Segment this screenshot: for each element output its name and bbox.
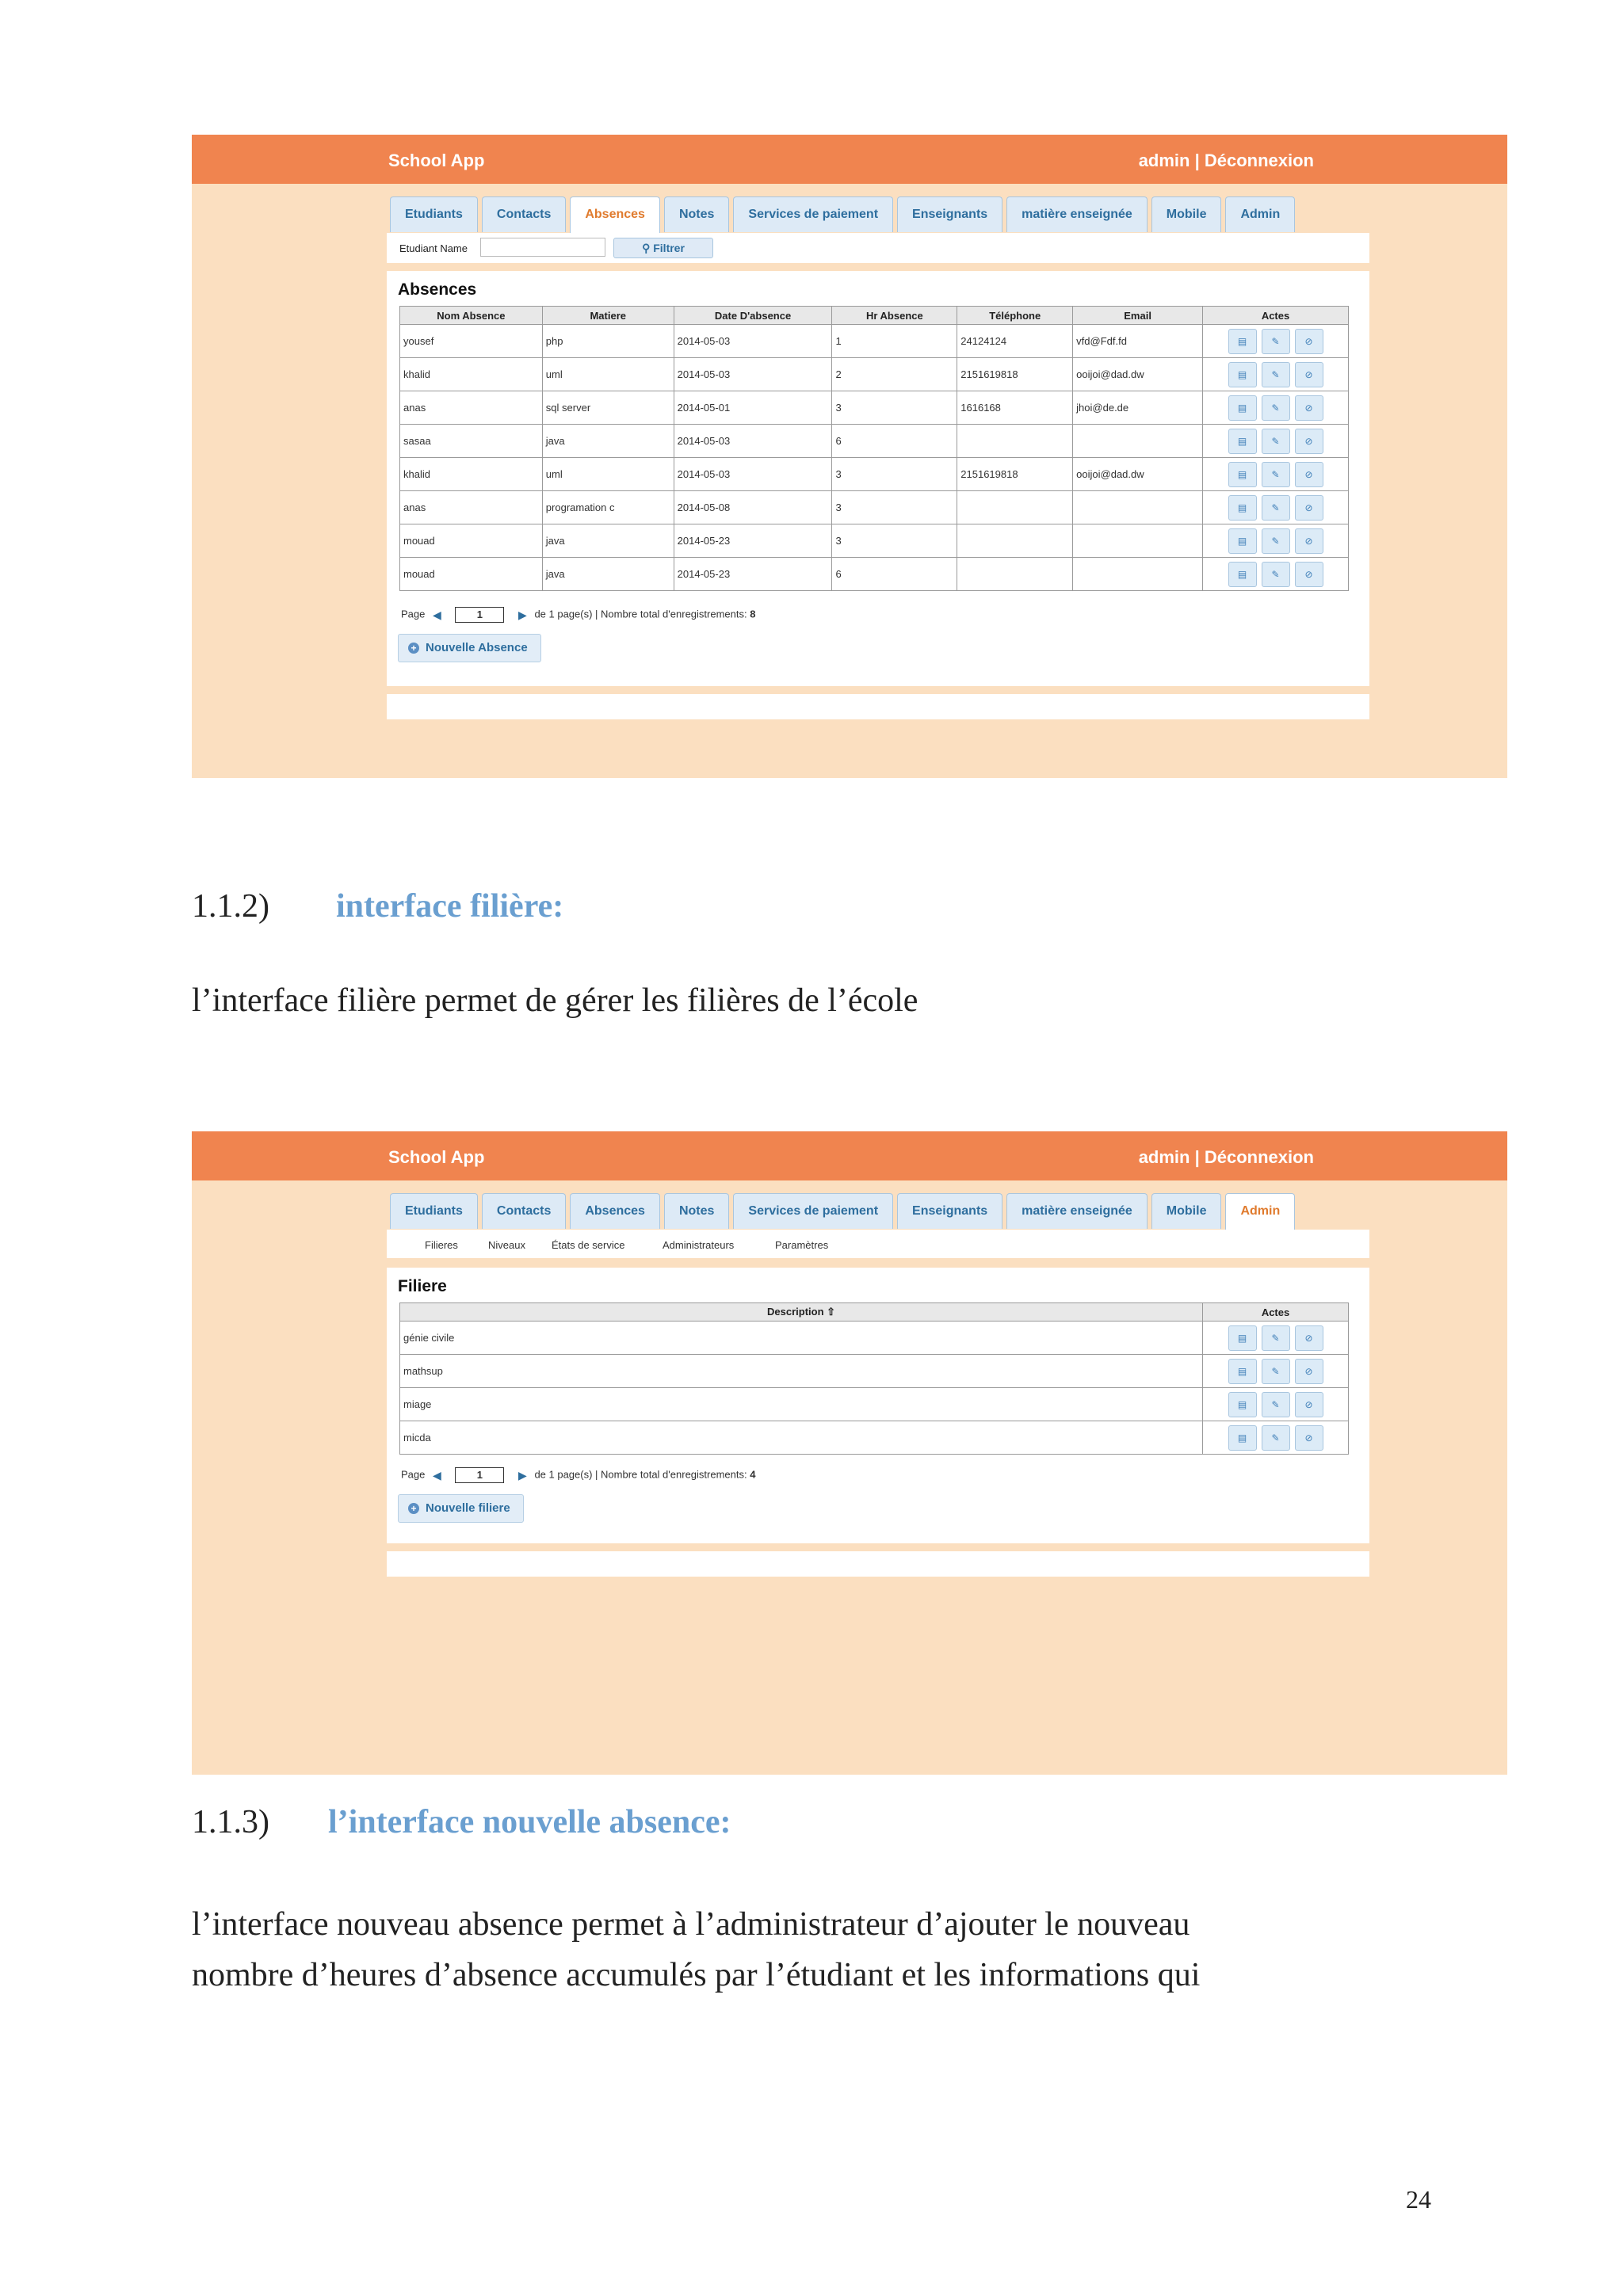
table-cell: ooijoi@dad.dw xyxy=(1073,358,1203,391)
table-cell: 1 xyxy=(832,325,957,358)
app-header xyxy=(192,1131,1507,1180)
filiere-panel xyxy=(387,1268,1369,1543)
page-info: de 1 page(s) | Nombre total d'enregistrements: xyxy=(534,608,747,620)
view-icon[interactable]: ▤ xyxy=(1228,429,1257,454)
row-actions xyxy=(1206,462,1345,487)
row-actions xyxy=(1206,429,1345,454)
delete-icon[interactable]: ⊘ xyxy=(1295,395,1323,421)
row-actions xyxy=(1206,329,1345,354)
table-row xyxy=(400,524,1349,558)
table-row xyxy=(400,325,1349,358)
new-filiere-label: Nouvelle filiere xyxy=(426,1501,510,1515)
column-header: Email xyxy=(1073,307,1203,325)
tab-services-de-paiement[interactable]: Services de paiement xyxy=(733,196,893,232)
page-info: de 1 page(s) | Nombre total d'enregistrements: xyxy=(534,1468,747,1481)
edit-icon[interactable]: ✎ xyxy=(1262,362,1290,387)
edit-icon[interactable]: ✎ xyxy=(1262,329,1290,354)
view-icon[interactable]: ▤ xyxy=(1228,1392,1257,1417)
table-cell: 1616168 xyxy=(957,391,1073,425)
pagination xyxy=(401,1467,755,1483)
table-cell: mathsup xyxy=(400,1355,1203,1388)
delete-icon[interactable]: ⊘ xyxy=(1295,1359,1323,1384)
plus-icon: + xyxy=(408,643,419,654)
table-cell: ooijoi@dad.dw xyxy=(1073,458,1203,491)
actions-cell xyxy=(1203,1388,1349,1421)
subnav-parametres[interactable]: Paramètres xyxy=(775,1239,829,1251)
next-page-icon[interactable]: ▶ xyxy=(518,1468,527,1482)
edit-icon[interactable]: ✎ xyxy=(1262,1359,1290,1384)
page-label: Page xyxy=(401,1468,426,1481)
table-cell: programation c xyxy=(542,491,674,524)
tab-admin[interactable]: Admin xyxy=(1225,196,1295,232)
actions-cell xyxy=(1203,425,1349,458)
total-records: 4 xyxy=(750,1468,756,1481)
table-cell: 3 xyxy=(832,491,957,524)
table-cell: 2014-05-01 xyxy=(674,391,832,425)
actions-cell xyxy=(1203,358,1349,391)
subnav-etats-de-service[interactable]: États de service xyxy=(552,1239,625,1251)
table-cell xyxy=(957,558,1073,591)
column-header: Téléphone xyxy=(957,307,1073,325)
actions-cell xyxy=(1203,1322,1349,1355)
section-paragraph-line-2: nombre d’heures d’absence accumulés par l’étudiant et les informations qui xyxy=(192,1957,1201,1993)
table-cell xyxy=(957,491,1073,524)
row-actions xyxy=(1206,1425,1345,1451)
delete-icon[interactable]: ⊘ xyxy=(1295,495,1323,521)
table-cell: 2014-05-03 xyxy=(674,325,832,358)
table-cell: yousef xyxy=(400,325,543,358)
section-paragraph-line-1: l’interface nouveau absence permet à l’administrateur d’ajouter le nouveau xyxy=(192,1906,1190,1943)
table-cell xyxy=(957,425,1073,458)
actions-cell xyxy=(1203,491,1349,524)
table-cell: miage xyxy=(400,1388,1203,1421)
table-cell: java xyxy=(542,425,674,458)
table-row xyxy=(400,1322,1349,1355)
tab-matiere-enseignee[interactable]: matière enseignée xyxy=(1006,1193,1148,1229)
total-records: 8 xyxy=(750,608,756,620)
table-cell: 24124124 xyxy=(957,325,1073,358)
panel-title: Absences xyxy=(398,280,477,299)
table-cell xyxy=(1073,491,1203,524)
table-cell xyxy=(1073,524,1203,558)
view-icon[interactable]: ▤ xyxy=(1228,395,1257,421)
edit-icon[interactable]: ✎ xyxy=(1262,1392,1290,1417)
logout-link[interactable]: admin | Déconnexion xyxy=(1138,1147,1314,1167)
delete-icon[interactable]: ⊘ xyxy=(1295,362,1323,387)
app-title: School App xyxy=(388,151,485,170)
delete-icon[interactable]: ⊘ xyxy=(1295,462,1323,487)
table-cell: uml xyxy=(542,358,674,391)
view-icon[interactable]: ▤ xyxy=(1228,1325,1257,1351)
section-heading-1-1-2 xyxy=(192,887,563,925)
table-cell: anas xyxy=(400,391,543,425)
table-cell: 2014-05-08 xyxy=(674,491,832,524)
student-name-input[interactable] xyxy=(480,238,605,257)
row-actions xyxy=(1206,562,1345,587)
main-tabs xyxy=(390,1193,1299,1230)
page-input[interactable]: 1 xyxy=(455,607,504,623)
row-actions xyxy=(1206,1325,1345,1351)
filter-bar xyxy=(387,233,1369,263)
table-cell: sql server xyxy=(542,391,674,425)
table-cell: 6 xyxy=(832,558,957,591)
tab-contacts[interactable]: Contacts xyxy=(482,1193,566,1229)
table-row xyxy=(400,391,1349,425)
app-title: School App xyxy=(388,1147,485,1167)
table-cell: khalid xyxy=(400,358,543,391)
tab-absences[interactable]: Absences xyxy=(570,1193,660,1229)
table-cell: java xyxy=(542,524,674,558)
edit-icon[interactable]: ✎ xyxy=(1262,395,1290,421)
delete-icon[interactable]: ⊘ xyxy=(1295,329,1323,354)
table-cell: 2014-05-23 xyxy=(674,524,832,558)
page-input[interactable]: 1 xyxy=(455,1467,504,1483)
table-row xyxy=(400,458,1349,491)
edit-icon[interactable]: ✎ xyxy=(1262,429,1290,454)
actions-cell xyxy=(1203,325,1349,358)
footer-bar xyxy=(387,1551,1369,1577)
page-number: 24 xyxy=(1406,2185,1431,2214)
row-actions xyxy=(1206,495,1345,521)
absences-table xyxy=(399,306,1349,591)
filter-button[interactable] xyxy=(613,238,713,258)
absences-panel xyxy=(387,271,1369,686)
tab-services-de-paiement[interactable]: Services de paiement xyxy=(733,1193,893,1229)
table-row xyxy=(400,1355,1349,1388)
view-icon[interactable]: ▤ xyxy=(1228,528,1257,554)
table-cell: php xyxy=(542,325,674,358)
table-cell: 2014-05-23 xyxy=(674,558,832,591)
table-cell: génie civile xyxy=(400,1322,1203,1355)
section-number: 1.1.2) xyxy=(192,888,269,925)
view-icon[interactable]: ▤ xyxy=(1228,329,1257,354)
table-cell: 2151619818 xyxy=(957,358,1073,391)
delete-icon[interactable]: ⊘ xyxy=(1295,1392,1323,1417)
absences-screenshot xyxy=(192,135,1507,778)
table-cell: 2014-05-03 xyxy=(674,458,832,491)
pagination xyxy=(401,607,755,623)
edit-icon[interactable]: ✎ xyxy=(1262,462,1290,487)
logout-link[interactable]: admin | Déconnexion xyxy=(1138,151,1314,170)
view-icon[interactable]: ▤ xyxy=(1228,362,1257,387)
tab-matiere-enseignee[interactable]: matière enseignée xyxy=(1006,196,1148,232)
table-cell: 2014-05-03 xyxy=(674,425,832,458)
table-cell: mouad xyxy=(400,558,543,591)
view-icon[interactable]: ▤ xyxy=(1228,495,1257,521)
admin-subnav xyxy=(387,1230,1369,1258)
tab-notes[interactable]: Notes xyxy=(664,196,729,232)
table-cell: 3 xyxy=(832,458,957,491)
section-heading-1-1-3 xyxy=(192,1803,731,1841)
search-icon: ⚲ xyxy=(642,242,654,254)
filiere-table xyxy=(399,1302,1349,1455)
panel-title: Filiere xyxy=(398,1277,447,1295)
view-icon[interactable]: ▤ xyxy=(1228,1359,1257,1384)
view-icon[interactable]: ▤ xyxy=(1228,562,1257,587)
table-cell: anas xyxy=(400,491,543,524)
table-cell: uml xyxy=(542,458,674,491)
tab-mobile[interactable]: Mobile xyxy=(1151,1193,1222,1229)
table-cell: 3 xyxy=(832,391,957,425)
prev-page-icon[interactable]: ◀ xyxy=(433,608,441,621)
delete-icon[interactable]: ⊘ xyxy=(1295,562,1323,587)
actions-cell xyxy=(1203,1355,1349,1388)
edit-icon[interactable]: ✎ xyxy=(1262,495,1290,521)
student-name-label: Etudiant Name xyxy=(399,242,468,254)
edit-icon[interactable]: ✎ xyxy=(1262,1425,1290,1451)
filter-button-label: Filtrer xyxy=(653,242,685,254)
table-cell: 2 xyxy=(832,358,957,391)
table-cell xyxy=(957,524,1073,558)
row-actions xyxy=(1206,1392,1345,1417)
filiere-screenshot xyxy=(192,1131,1507,1775)
view-icon[interactable]: ▤ xyxy=(1228,462,1257,487)
row-actions xyxy=(1206,395,1345,421)
section-title: l’interface nouvelle absence: xyxy=(328,1804,731,1840)
table-row xyxy=(400,1421,1349,1455)
actions-cell xyxy=(1203,558,1349,591)
table-cell: jhoi@de.de xyxy=(1073,391,1203,425)
tab-absences[interactable]: Absences xyxy=(570,196,660,235)
page-label: Page xyxy=(401,608,426,620)
row-actions xyxy=(1206,362,1345,387)
edit-icon[interactable]: ✎ xyxy=(1262,528,1290,554)
table-row xyxy=(400,425,1349,458)
table-cell xyxy=(1073,425,1203,458)
tab-etudiants[interactable]: Etudiants xyxy=(390,196,478,232)
footer-bar xyxy=(387,694,1369,719)
subnav-administrateurs[interactable]: Administrateurs xyxy=(663,1239,735,1251)
tab-enseignants[interactable]: Enseignants xyxy=(897,1193,1002,1229)
delete-icon[interactable]: ⊘ xyxy=(1295,1325,1323,1351)
table-cell: vfd@Fdf.fd xyxy=(1073,325,1203,358)
actions-cell xyxy=(1203,524,1349,558)
subnav-filieres[interactable]: Filieres xyxy=(425,1239,458,1251)
new-absence-button[interactable] xyxy=(398,634,541,662)
delete-icon[interactable]: ⊘ xyxy=(1295,528,1323,554)
new-filiere-button[interactable] xyxy=(398,1494,524,1523)
actions-cell xyxy=(1203,458,1349,491)
table-cell: 2151619818 xyxy=(957,458,1073,491)
column-header: Hr Absence xyxy=(832,307,957,325)
table-row xyxy=(400,358,1349,391)
subnav-niveaux[interactable]: Niveaux xyxy=(488,1239,525,1251)
table-row xyxy=(400,558,1349,591)
table-cell: 3 xyxy=(832,524,957,558)
table-cell: 6 xyxy=(832,425,957,458)
prev-page-icon[interactable]: ◀ xyxy=(433,1468,441,1482)
delete-icon[interactable]: ⊘ xyxy=(1295,429,1323,454)
section-title: interface filière: xyxy=(336,888,564,925)
app-header xyxy=(192,135,1507,184)
column-header[interactable]: Description ⇧ xyxy=(400,1303,1203,1322)
column-header: Date D'absence xyxy=(674,307,832,325)
tab-notes[interactable]: Notes xyxy=(664,1193,729,1229)
tab-contacts[interactable]: Contacts xyxy=(482,196,566,232)
edit-icon[interactable]: ✎ xyxy=(1262,1325,1290,1351)
next-page-icon[interactable]: ▶ xyxy=(518,608,527,621)
new-absence-label: Nouvelle Absence xyxy=(426,641,528,654)
actions-cell xyxy=(1203,1421,1349,1455)
section-paragraph: l’interface filière permet de gérer les filières de l’école xyxy=(192,982,918,1019)
view-icon[interactable]: ▤ xyxy=(1228,1425,1257,1451)
table-cell: micda xyxy=(400,1421,1203,1455)
delete-icon[interactable]: ⊘ xyxy=(1295,1425,1323,1451)
table-row xyxy=(400,491,1349,524)
table-cell: java xyxy=(542,558,674,591)
table-row xyxy=(400,1388,1349,1421)
tab-enseignants[interactable]: Enseignants xyxy=(897,196,1002,232)
main-tabs xyxy=(390,196,1299,233)
table-cell: 2014-05-03 xyxy=(674,358,832,391)
section-number: 1.1.3) xyxy=(192,1804,269,1840)
table-cell: khalid xyxy=(400,458,543,491)
column-header: Actes xyxy=(1203,1303,1349,1322)
tab-admin[interactable]: Admin xyxy=(1225,1193,1295,1232)
table-cell: mouad xyxy=(400,524,543,558)
table-cell: sasaa xyxy=(400,425,543,458)
column-header: Nom Absence xyxy=(400,307,543,325)
table-cell xyxy=(1073,558,1203,591)
actions-cell xyxy=(1203,391,1349,425)
edit-icon[interactable]: ✎ xyxy=(1262,562,1290,587)
row-actions xyxy=(1206,528,1345,554)
plus-icon: + xyxy=(408,1503,419,1514)
tab-etudiants[interactable]: Etudiants xyxy=(390,1193,478,1229)
row-actions xyxy=(1206,1359,1345,1384)
tab-mobile[interactable]: Mobile xyxy=(1151,196,1222,232)
column-header: Actes xyxy=(1203,307,1349,325)
column-header: Matiere xyxy=(542,307,674,325)
